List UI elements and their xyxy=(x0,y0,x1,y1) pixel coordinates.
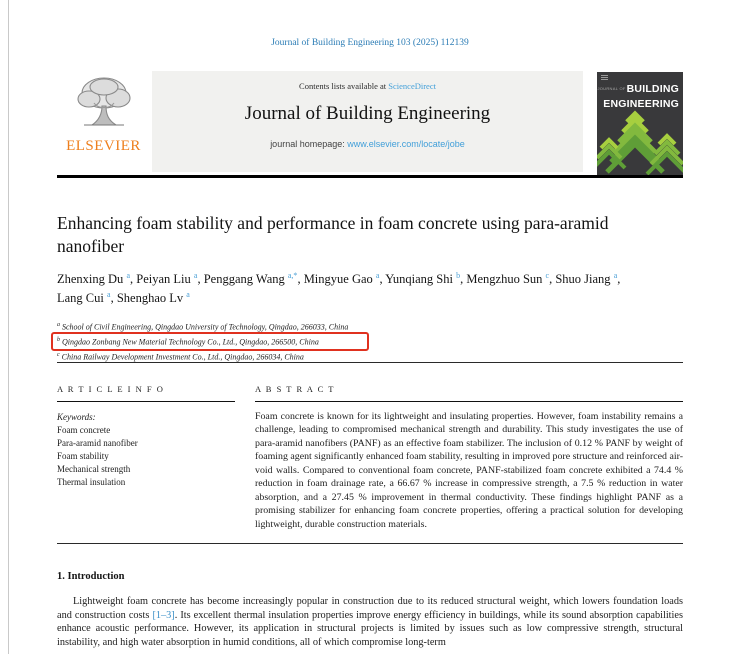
introduction-paragraph xyxy=(57,595,683,650)
page-edge-line xyxy=(8,0,9,654)
elsevier-wordmark: ELSEVIER xyxy=(66,138,141,154)
elsevier-logo xyxy=(57,73,150,173)
keyword-list xyxy=(57,424,235,489)
affiliation: $^a$ School of Civil Engineering, Qingdao University of Technology, Qingdao, 266033, China xyxy=(57,322,349,332)
author-affiliation-sup: a xyxy=(126,271,130,280)
homepage-prefix: journal homepage: xyxy=(270,139,348,149)
author: Penggang Wang $^{a,*}$ xyxy=(203,271,298,287)
cover-journal-of-label: JOURNAL OF xyxy=(597,86,626,91)
intro-text-after-ref: . Its excellent thermal insulation properties improve energy efficiency in buildings, while its sound absorption capabilities enhance acoustic performance. However, its application in structural projects is limited by issues such as low compressive strength, structural instability, and high water absorption in humid conditions, all of which compromise long-term xyxy=(57,609,683,649)
masthead-box xyxy=(152,71,583,172)
affiliation-highlighted-red-box: $^b$ Qingdao Zonbang New Material Technology Co., Ltd., Qingdao, 266500, China xyxy=(51,332,369,351)
reference-link[interactable]: [1–3] xyxy=(152,609,175,621)
abstract-rule xyxy=(255,401,683,402)
cover-title xyxy=(597,80,679,110)
cover-title-line2: ENGINEERING xyxy=(603,98,679,111)
journal-cover-thumbnail[interactable] xyxy=(597,72,683,176)
sciencedirect-link[interactable]: ScienceDirect xyxy=(388,81,436,91)
affiliation: $^c$ China Railway Development Investment Co., Ltd., Qingdao, 266034, China xyxy=(57,352,304,362)
abstract-heading: A B S T R A C T xyxy=(255,384,335,394)
author: Peiyan Liu $^a$ xyxy=(136,271,198,287)
author-list: Zhenxing Du $^a$, Peiyan Liu $^a$, Penggang Wang $^{a,*}$, Mingyue Gao $^a$, Yunqiang Shi $^b$, Mengzhuo Sun $^c$, Shuo Jiang $^a$, Lang Cui $^a$, Shenghao Lv $^a$ xyxy=(57,271,621,306)
keyword: Thermal insulation xyxy=(57,477,126,487)
author: Yunqiang Shi $^b$ xyxy=(385,271,461,287)
author-affiliation-sup: a,* xyxy=(287,271,298,280)
author: Mingyue Gao $^a$ xyxy=(303,271,380,287)
homepage-line xyxy=(152,139,583,149)
author-affiliation-sup: a xyxy=(375,271,380,280)
homepage-link[interactable]: www.elsevier.com/locate/jobe xyxy=(347,139,465,149)
author: Zhenxing Du $^a$ xyxy=(57,271,130,287)
keyword: Foam concrete xyxy=(57,425,111,435)
introduction-heading: 1. Introduction xyxy=(57,571,125,582)
author: Shuo Jiang $^a$ xyxy=(555,271,618,287)
author-affiliation-sup: a xyxy=(186,289,190,299)
keywords-block xyxy=(57,411,235,489)
author-affiliation-sup: a xyxy=(107,289,111,299)
affiliation-list xyxy=(57,319,627,364)
author-affiliation-sup: c xyxy=(545,271,550,280)
author: Shenghao Lv $^a$ xyxy=(116,289,190,306)
keyword: Mechanical strength xyxy=(57,464,131,474)
contents-line xyxy=(152,81,583,91)
keywords-label: Keywords: xyxy=(57,412,96,422)
contents-prefix: Contents lists available at xyxy=(299,81,389,91)
journal-title: Journal of Building Engineering xyxy=(244,103,491,124)
article-info-section xyxy=(57,384,235,489)
abstract-section xyxy=(255,384,683,531)
header-rule xyxy=(57,175,683,178)
author-affiliation-sup: a xyxy=(613,271,618,280)
keyword: Foam stability xyxy=(57,451,109,461)
cover-title-line1: BUILDING xyxy=(626,83,679,95)
journal-citation-header[interactable]: Journal of Building Engineering 103 (2025) 112139 xyxy=(271,38,469,48)
abstract-text: Foam concrete is known for its lightweight and insulating properties. However, foam instability remains a challenge, leading to compromised mechanical strength and durability. This study investigates the use of para-aramid nanofibers (PANF) as an effective foam stabilizer. The inclusion of 0.12 % PANF by weight of foaming agent significantly enhanced foam stability, resulting in improved pore structure and reinforced air-void walls. Compared to conventional foam concrete, PANF-stabilized foam concrete exhibited a 74.4 % reduction in foam drainage rate, a 66.67 % increase in compressive strength, a 7.5 % reduction in water absorption, and a 27.45 % improvement in thermal conductivity. These findings highlight PANF as a promising stabilizer for enhancing foam concrete properties, offering a practical solution for developing lightweight, durable construction materials. xyxy=(255,411,683,530)
author-affiliation-sup: a xyxy=(193,271,198,280)
author-affiliation-sup: b xyxy=(456,271,461,280)
divider xyxy=(57,362,683,363)
intro-text-before-ref: Lightweight foam concrete has become increasingly popular in construction due to its reduced structural weight, which lowers foundation loads and construction costs xyxy=(57,596,683,621)
keyword: Para-aramid nanofiber xyxy=(57,438,138,448)
author: Lang Cui $^a$ xyxy=(57,289,111,306)
elsevier-tree-icon xyxy=(72,73,136,137)
cover-trees-graphic xyxy=(597,108,683,176)
author: Mengzhuo Sun $^c$ xyxy=(466,271,550,287)
article-info-rule xyxy=(57,401,235,402)
article-title: Enhancing foam stability and performance in foam concrete using para-aramid nanofiber xyxy=(57,213,609,257)
divider xyxy=(57,543,683,544)
journal-masthead xyxy=(57,71,683,175)
article-info-heading: A R T I C L E I N F O xyxy=(57,384,165,394)
